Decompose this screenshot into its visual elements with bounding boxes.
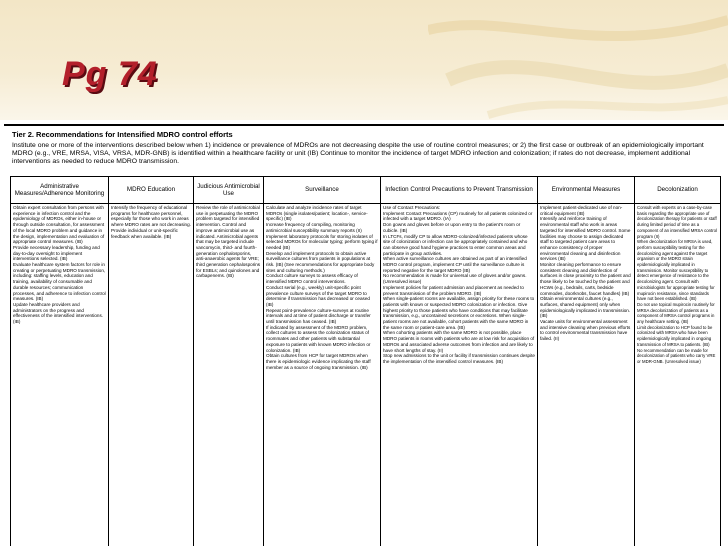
decorative-swirl bbox=[428, 0, 728, 120]
table-cell bbox=[264, 204, 381, 546]
cell-environmental: Implement patient-dedicated use of non-critical equipment (IB) Intensify and reinforce training of environmental staff who work in areas targeted for intensified MDRO control. Some facilities may choose to assign dedicated staff to targeted patient care areas to enhance consistency of proper environmental cleaning and disinfection services (IB) Monitor cleaning performance to ensure consistent cleaning and disinfection of surfaces in close proximity to the patient and those likely to be touched by the patient and HCWs (e.g., bedrails, carts, bedside commodes, doorknobs, faucet handles) (IB) Obtain environmental cultures (e.g., surfaces, shared equipment) only when epidemiologically implicated in transmission. (IB) Vacate units for environmental assessment and intensive cleaning when previous efforts to control environmental transmission have failed. (II) bbox=[540, 205, 631, 342]
cell-surveillance: Calculate and analyze incidence rates of target MDROs (single isolates/patient; location-, service-specific) (IB) Increase frequency of compiling, monitoring antimicrobial susceptibility summary reports (II) Implement laboratory protocols for storing isolates of selected MDROs for molecular typing; perform typing if needed (IB) Develop and implement protocols to obtain active surveillance cultures from patients in populations at risk. (IB) (See recommendations for appropriate body sites and culturing methods.) Conduct culture surveys to assess efficacy of intensified MDRO control interventions. Conduct serial (e.g., weekly) unit-specific point prevalence culture surveys of the target MDRO to determine if transmission has decreased or ceased (IB) Repeat point-prevalence culture-surveys at routine intervals and at time of patient discharge or transfer until transmission has ceased. (IB) If indicated by assessment of the MDRO problem, collect cultures to assess the colonization status of roommates and other patients with substantial exposure to patients with known MDRO infection or colonization. (IB) Obtain cultures from HCP for target MDROs when there is epidemiologic evidence implicating the staff member as a source of ongoing transmission. (IB) bbox=[266, 205, 378, 370]
table-cell bbox=[635, 204, 721, 546]
column-header: Judicious Antimicrobial Use bbox=[194, 177, 264, 204]
column-header: Environmental Measures bbox=[538, 177, 635, 204]
recommendations-table bbox=[10, 176, 721, 546]
cell-antimicrobial: Review the role of antimicrobial use in perpetuating the MDRO problem targeted for intensified intervention. Control and improve antimicrobial use as indicated. Antimicrobial agents that may be targeted include vancomycin, third- and fourth-generation cephalosporins, anti-anaerobic agents for VRE; third generation cephalosporins for ESBLs; and quinolones and carbapenems. (IB) bbox=[196, 205, 261, 279]
column-header: MDRO Education bbox=[109, 177, 194, 204]
cell-education: Intensify the frequency of educational programs for healthcare personnel, especially for those who work in areas where MDRO rates are not decreasing. Provide individual or unit-specific feedback when available. (IB) bbox=[111, 205, 191, 239]
table-cell bbox=[11, 204, 109, 546]
guideline-document bbox=[4, 124, 724, 546]
table-row bbox=[11, 204, 721, 546]
table-cell bbox=[381, 204, 538, 546]
table-cell bbox=[194, 204, 264, 546]
table-cell bbox=[109, 204, 194, 546]
slide-title: Pg 74 bbox=[62, 55, 158, 93]
column-header: Decolonization bbox=[635, 177, 721, 204]
cell-administrative: Obtain expert consultation from persons with experience in infection control and the epidemiology of MDROs, either in-house or through outside consultation, for assessment of the local MDRO problem and guidance in the design, implementation and evaluation of appropriate control measures. (IB) Provide necessary leadership, funding and day-to-day oversight to implement interventions selected. (IB) Evaluate healthcare system factors for role in creating or perpetuating MDRO transmission, including: staffing levels, education and training, availability of consumable and durable resources; communication processes, and adherence to infection control measures. (IB) Update healthcare providers and administrators on the progress and effectiveness of the intensified interventions. (IB) bbox=[13, 205, 106, 325]
column-header: Infection Control Precautions to Prevent Transmission bbox=[381, 177, 538, 204]
cell-decolonization: Consult with experts on a case-by-case basis regarding the appropriate use of decolonization therapy for patients or staff during limited period of time as a component of an intensified MRSA control program (II) When decolonization for MRSA is used, perform susceptibility testing for the decolonizing agent against the target organism or the MDRO strain epidemiologically implicated in transmission. Monitor susceptibility to detect emergence of resistance to the decolonizing agent. Consult with microbiologists for appropriate testing for mupirocin resistance, since standards have not been established. (IB) Do not use topical mupirocin routinely for MRSA decolonization of patients as a component of MRSA control programs in any healthcare setting. (IB) Limit decolonization to HCP found to be colonized with MRSA who have been epidemiologically implicated in ongoing transmission of MRSA to patients. (IB) No recommendation can be made for decolonization of patients who carry VRE or MDR-GNB. (Unresolved issue) bbox=[637, 205, 718, 364]
column-header: Administrative Measures/Adherence Monitoring bbox=[11, 177, 109, 204]
cell-precautions: Use of Contact Precautions: Implement Contact Precautions (CP) routinely for all patients colonized or infected with a target MDRO. (IA) Don gowns and gloves before or upon entry to the patient's room or cubicle. (IB) In LTCFs, modify CP to allow MDRO-colonized/infected patients whose site of colonization or infection can be appropriately contained and who can observe good hand hygiene practices to enter common areas and participate in group activities. When active surveillance cultures are obtained as part of an intensified MDRO control program, implement CP until the surveillance culture is reported negative for the target MDRO (IB) No recommendation is made for universal use of gloves and/or gowns. (Unresolved issue) Implement policies for patient admission and placement as needed to prevent transmission of the problem MDRO. (IB) When single-patient rooms are available, assign priority for these rooms to patients with known or suspected MDRO colonization or infection. Give highest priority to those patients who have conditions that may facilitate transmission, e.g., uncontained secretions or excretions. When single-patient rooms are not available, cohort patients with the same MDRO in the same room or patient-care area. (IB) When cohorting patients with the same MDRO is not possible, place MDRO patients in rooms with patients who are at low risk for acquisition of MDROs and associated adverse outcomes from infection and are likely to have short lengths of stay. (II) Stop new admissions to the unit or facility if transmission continues despite the implementation of the intensified control measures. (IB) bbox=[383, 205, 535, 364]
tier-heading: Tier 2. Recommendations for Intensified MDRO control efforts bbox=[12, 130, 233, 139]
column-header: Surveillance bbox=[264, 177, 381, 204]
intro-paragraph: Institute one or more of the interventions described below when 1) incidence or prevalence of MDROs are not decreasing despite the use of routine control measures; or 2) the first case or outbreak of an epidemiologically important MDRO (e.g., VRE, MRSA, VISA, VRSA, MDR-GNB) is identified within a healthcare facility or unit (IB) Continue to monitor the incidence of target MDRO infection and colonization; if rates do not decrease, implement additional interventions as needed to reduce MDRO transmission. bbox=[12, 142, 704, 166]
table-cell bbox=[538, 204, 635, 546]
table-header-row bbox=[11, 177, 721, 204]
